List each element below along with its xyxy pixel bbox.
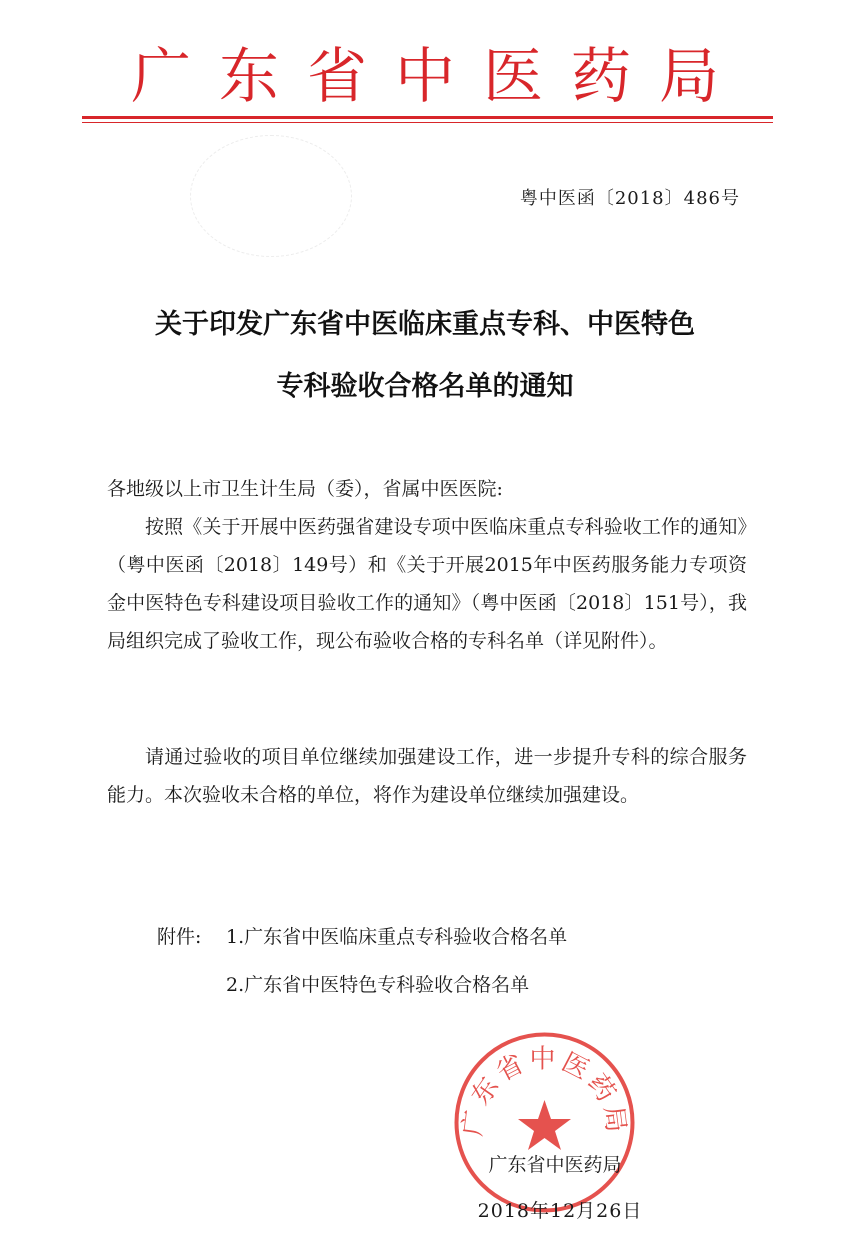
document-title-line1: 关于印发广东省中医临床重点专科、中医特色 <box>155 309 695 340</box>
official-seal <box>452 1030 637 1215</box>
faint-watermark <box>190 135 352 257</box>
signer-name: 广东省中医药局 <box>488 1154 622 1176</box>
letterhead-rule-thin <box>82 122 773 123</box>
attachments-label: 附件: <box>157 926 202 948</box>
body-paragraph-2: 请通过验收的项目单位继续加强建设工作，进一步提升专科的综合服务能力。本次验收未合格的单位，将作为建设单位继续加强建设。 <box>107 746 747 806</box>
letterhead-rule-thick <box>82 116 773 119</box>
attachment-item: 2.广东省中医特色专科验收合格名单 <box>226 974 530 996</box>
star-icon <box>518 1100 571 1150</box>
body-paragraph-1: 按照《关于开展中医药强省建设专项中医临床重点专科验收工作的通知》（粤中医函〔2018〕149号）和《关于开展2015年中医药服务能力专项资金中医特色专科建设项目验收工作的通知》（粤中医函〔2018〕151号），我局组织完成了验收工作，现公布验收合格的专科名单（详见附件）。 <box>107 516 747 652</box>
attachment-item: 1.广东省中医临床重点专科验收合格名单 <box>226 926 568 948</box>
letterhead-title: 广东省中医药局 <box>131 42 747 112</box>
salutation: 各地级以上市卫生计生局（委），省属中医医院: <box>107 478 503 500</box>
document-number: 粤中医函〔2018〕486号 <box>519 188 740 209</box>
sign-date: 2018年12月26日 <box>477 1200 643 1222</box>
seal-text: 广东省中医药局 <box>457 1044 632 1138</box>
document-title-line2: 专科验收合格名单的通知 <box>276 371 574 402</box>
